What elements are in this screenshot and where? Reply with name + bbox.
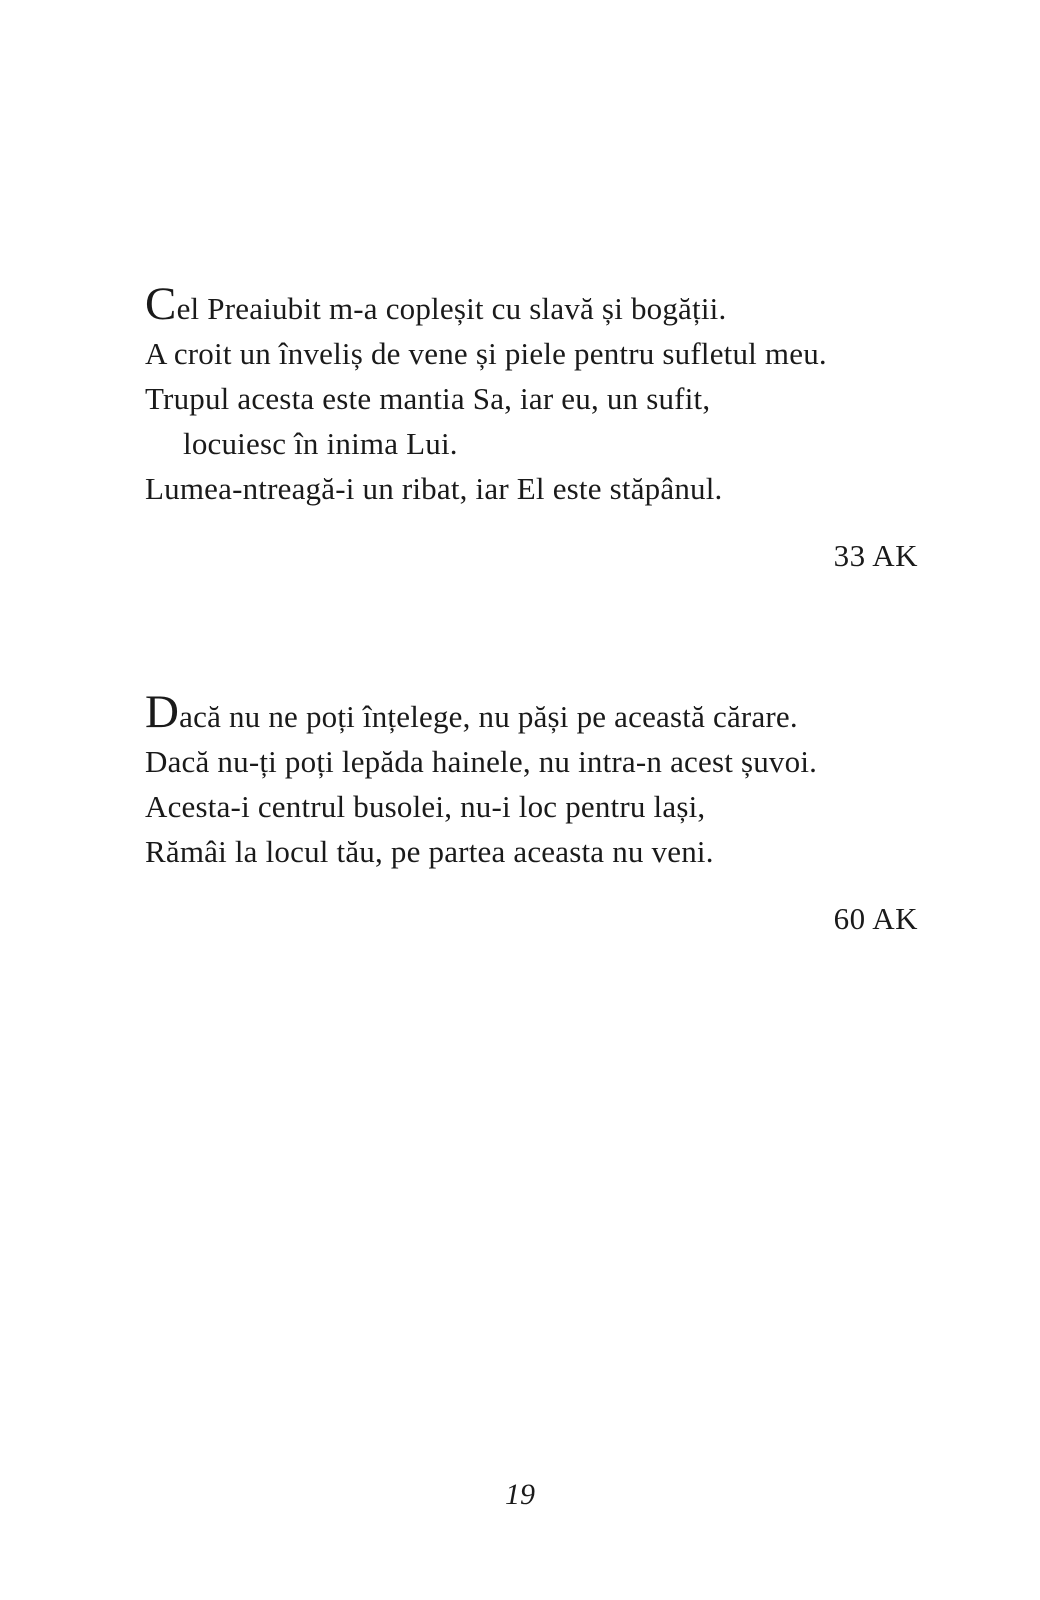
drop-cap-initial: D <box>145 686 180 738</box>
poem1-line-1-text: el Preaiubit m-a copleșit cu slavă și bogății. <box>176 291 727 326</box>
poem1-line-3: Trupul acesta este mantia Sa, iar eu, un sufit, <box>145 381 711 416</box>
poem1-line-4-indented: locuiesc în inima Lui. <box>183 426 458 461</box>
poem-block-1 <box>145 278 918 578</box>
poem2-line-1 <box>145 686 918 739</box>
poem2-line-3: Acesta-i centrul busolei, nu-i loc pentru lași, <box>145 789 706 824</box>
poem2-line-4: Rămâi la locul tău, pe partea aceasta nu veni. <box>145 834 714 869</box>
poem2-attribution: 60 AK <box>833 901 918 936</box>
poem-block-2 <box>145 686 918 941</box>
poem2-line-1-text: acă nu ne poți înțelege, nu păși pe această cărare. <box>179 699 798 734</box>
page-number: 19 <box>505 1478 535 1511</box>
poem1-line-2: A croit un înveliș de vene și piele pentru sufletul meu. <box>145 336 827 371</box>
drop-cap-initial: C <box>145 278 177 330</box>
poem1-attribution: 33 AK <box>833 538 918 573</box>
poem2-line-2: Dacă nu-ți poți lepăda hainele, nu intra-n acest șuvoi. <box>145 744 818 779</box>
poem1-line-5: Lumea-ntreagă-i un ribat, iar El este stăpânul. <box>145 471 723 506</box>
poem1-line-1 <box>145 278 918 331</box>
